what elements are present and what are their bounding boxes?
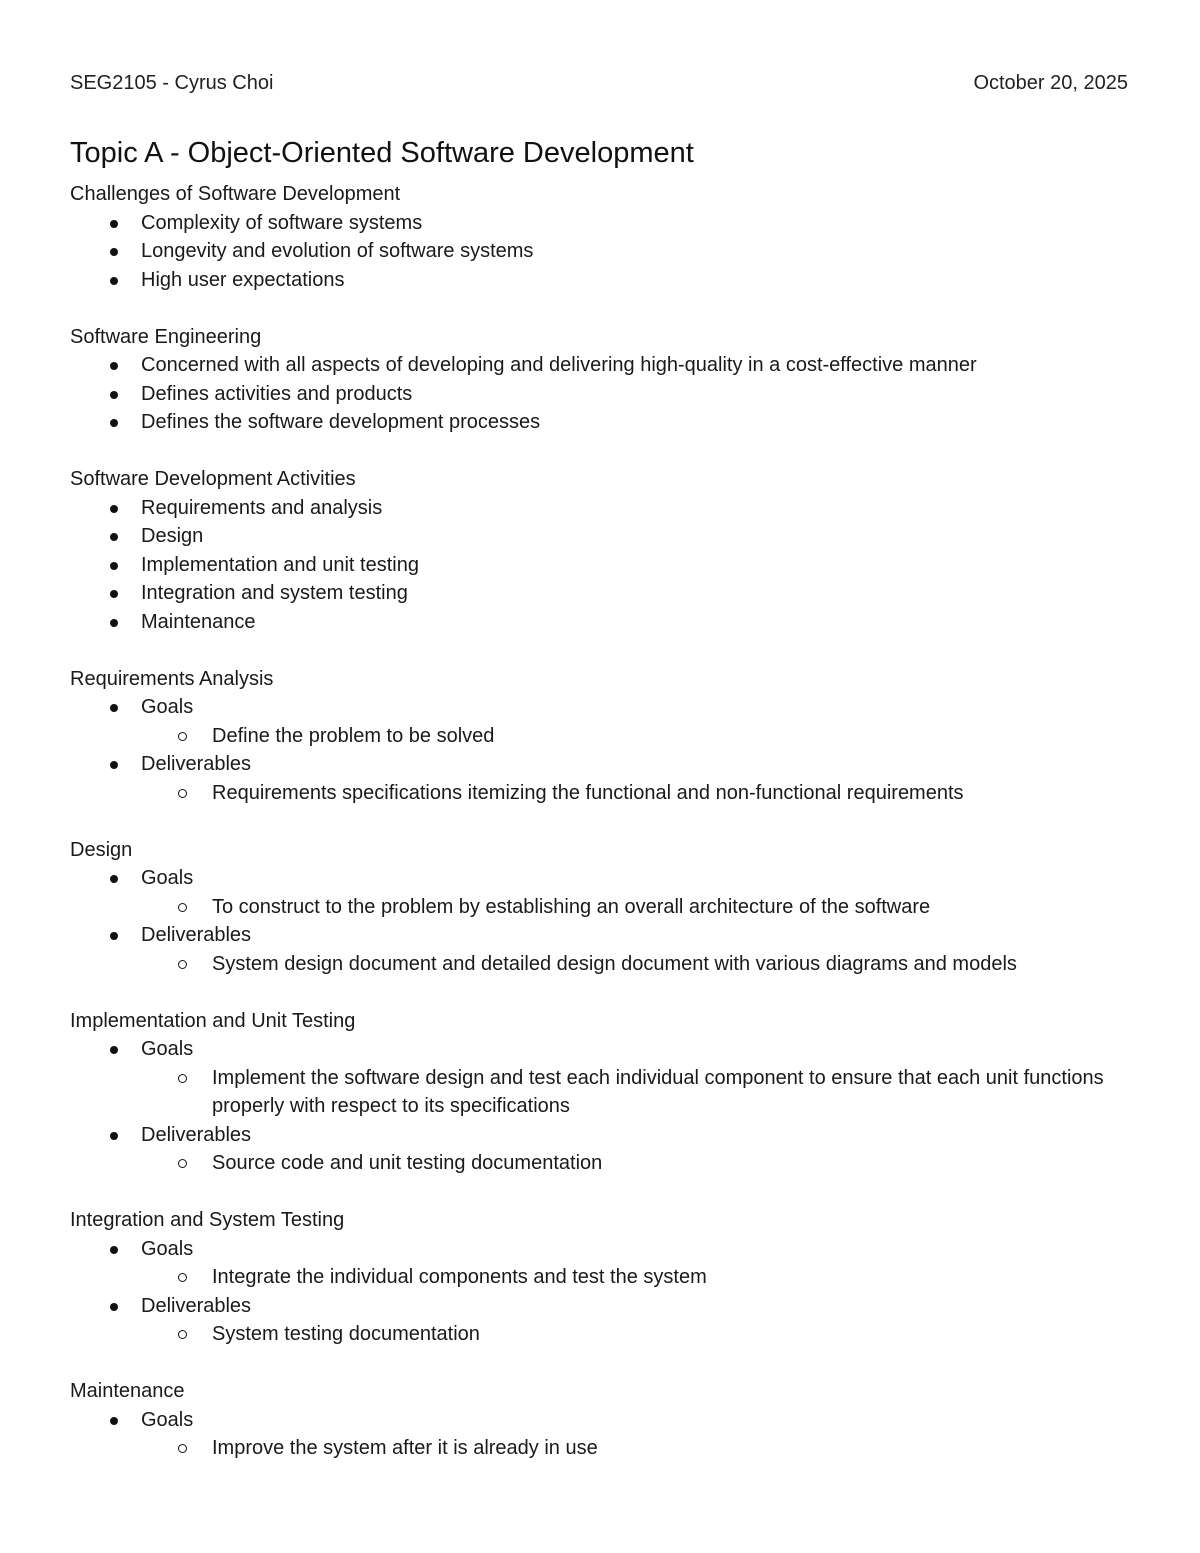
hollow-bullet-icon <box>178 1273 187 1282</box>
sub-list-item-text: To construct to the problem by establishing an overall architecture of the software <box>212 895 931 918</box>
filled-bullet-icon <box>110 761 118 769</box>
list-item <box>70 494 1140 523</box>
section-heading: Design <box>70 838 133 861</box>
list-item-text: Implementation and unit testing <box>141 553 419 576</box>
sub-list-item-text: System design document and detailed design document with various diagrams and models <box>212 952 1017 975</box>
list-item <box>70 408 1140 437</box>
list-item <box>70 579 1140 608</box>
section <box>70 1007 1140 1178</box>
filled-bullet-icon <box>110 875 118 883</box>
list-item <box>70 1406 1140 1463</box>
hollow-bullet-icon <box>178 903 187 912</box>
list-item <box>70 608 1140 637</box>
list-item <box>70 921 1140 978</box>
hollow-bullet-icon <box>178 960 187 969</box>
list-item <box>70 551 1140 580</box>
document-title: Topic A - Object-Oriented Software Development <box>70 137 694 169</box>
list-item <box>70 1292 1140 1349</box>
header-course-author: SEG2105 - Cyrus Choi <box>70 72 274 94</box>
list-item <box>70 864 1140 921</box>
filled-bullet-icon <box>110 533 118 541</box>
sub-list-item-text: System testing documentation <box>212 1323 480 1345</box>
filled-bullet-icon <box>110 277 118 285</box>
list-item <box>70 693 1140 750</box>
filled-bullet-icon <box>110 704 118 712</box>
sub-bullet-list <box>141 893 1140 922</box>
sub-list-item-text: Integrate the individual components and test the system <box>212 1266 707 1288</box>
filled-bullet-icon <box>110 248 118 256</box>
filled-bullet-icon <box>110 1246 118 1254</box>
list-item-text: Goals <box>141 1038 194 1060</box>
sub-list-item <box>70 1434 1140 1463</box>
list-item-text: Design <box>141 525 204 547</box>
section <box>70 323 1140 437</box>
bullet-list <box>70 494 1140 637</box>
sub-bullet-list <box>141 722 1140 751</box>
list-item-text: Requirements and analysis <box>141 496 383 519</box>
filled-bullet-icon <box>110 1303 118 1311</box>
bullet-list <box>70 1406 1140 1463</box>
sub-bullet-list <box>141 950 1140 979</box>
hollow-bullet-icon <box>178 1159 187 1168</box>
sub-bullet-list <box>141 1263 1140 1292</box>
sub-list-item <box>70 779 1140 808</box>
sub-list-item <box>70 1263 1140 1292</box>
bullet-list <box>70 864 1140 978</box>
sub-list-item <box>70 950 1140 979</box>
list-item <box>70 1035 1140 1121</box>
sub-list-item-text: Implement the software design and test each individual component to ensure that each unit functions properly with respect to its specifications <box>212 1066 1104 1117</box>
list-item <box>70 351 1140 380</box>
section <box>70 180 1140 294</box>
section-heading: Requirements Analysis <box>70 667 274 690</box>
bullet-list <box>70 351 1140 437</box>
list-item <box>70 237 1140 266</box>
section-heading: Implementation and Unit Testing <box>70 1009 356 1032</box>
sub-list-item <box>70 1320 1140 1349</box>
list-item <box>70 266 1140 295</box>
section <box>70 665 1140 808</box>
sub-bullet-list <box>141 779 1140 808</box>
filled-bullet-icon <box>110 1046 118 1054</box>
sub-list-item <box>70 893 1140 922</box>
filled-bullet-icon <box>110 362 118 370</box>
list-item-text: Goals <box>141 867 194 889</box>
document-content <box>70 180 1140 1491</box>
list-item <box>70 1121 1140 1178</box>
list-item-text: Deliverables <box>141 924 252 946</box>
list-item-text: Complexity of software systems <box>141 211 423 234</box>
list-item <box>70 750 1140 807</box>
section <box>70 1377 1140 1463</box>
section-heading: Software Engineering <box>70 325 262 348</box>
list-item-text: Goals <box>141 696 194 718</box>
list-item-text: Deliverables <box>141 753 252 775</box>
list-item-text: Longevity and evolution of software systems <box>141 240 534 262</box>
filled-bullet-icon <box>110 1132 118 1140</box>
section <box>70 1206 1140 1349</box>
section-heading: Software Development Activities <box>70 468 356 490</box>
section-heading: Integration and System Testing <box>70 1209 345 1231</box>
bullet-list <box>70 209 1140 295</box>
filled-bullet-icon <box>110 562 118 570</box>
sub-bullet-list <box>141 1320 1140 1349</box>
list-item-text: Concerned with all aspects of developing and delivering high-quality in a cost-effective manner <box>141 354 977 376</box>
sub-list-item-text: Improve the system after it is already in use <box>212 1437 598 1459</box>
list-item <box>70 209 1140 238</box>
header-date: October 20, 2025 <box>973 72 1128 94</box>
filled-bullet-icon <box>110 932 118 940</box>
hollow-bullet-icon <box>178 1444 187 1453</box>
bullet-list <box>70 1235 1140 1349</box>
list-item-text: Goals <box>141 1237 194 1260</box>
hollow-bullet-icon <box>178 789 187 798</box>
sub-list-item <box>70 722 1140 751</box>
filled-bullet-icon <box>110 505 118 513</box>
list-item-text: Goals <box>141 1408 194 1431</box>
sub-list-item-text: Source code and unit testing documentation <box>212 1152 603 1174</box>
section-heading: Challenges of Software Development <box>70 183 401 205</box>
sub-bullet-list <box>141 1149 1140 1178</box>
filled-bullet-icon <box>110 619 118 627</box>
list-item-text: Defines activities and products <box>141 382 413 405</box>
filled-bullet-icon <box>110 391 118 399</box>
list-item-text: Deliverables <box>141 1294 252 1317</box>
sub-list-item <box>70 1064 1140 1121</box>
list-item-text: Deliverables <box>141 1123 252 1146</box>
filled-bullet-icon <box>110 419 118 427</box>
hollow-bullet-icon <box>178 1330 187 1339</box>
bullet-list <box>70 693 1140 807</box>
sub-bullet-list <box>141 1064 1140 1121</box>
filled-bullet-icon <box>110 220 118 228</box>
list-item <box>70 380 1140 409</box>
hollow-bullet-icon <box>178 1074 187 1083</box>
sub-list-item <box>70 1149 1140 1178</box>
list-item-text: High user expectations <box>141 268 345 291</box>
bullet-list <box>70 1035 1140 1178</box>
hollow-bullet-icon <box>178 732 187 741</box>
sub-list-item-text: Requirements specifications itemizing the functional and non-functional requirements <box>212 781 964 804</box>
sub-list-item-text: Define the problem to be solved <box>212 724 495 747</box>
list-item <box>70 1235 1140 1292</box>
list-item-text: Maintenance <box>141 610 256 633</box>
section-heading: Maintenance <box>70 1380 185 1402</box>
filled-bullet-icon <box>110 590 118 598</box>
sub-bullet-list <box>141 1434 1140 1463</box>
filled-bullet-icon <box>110 1417 118 1425</box>
list-item-text: Defines the software development processes <box>141 411 541 433</box>
section <box>70 465 1140 636</box>
list-item-text: Integration and system testing <box>141 582 408 604</box>
list-item <box>70 522 1140 551</box>
section <box>70 836 1140 979</box>
